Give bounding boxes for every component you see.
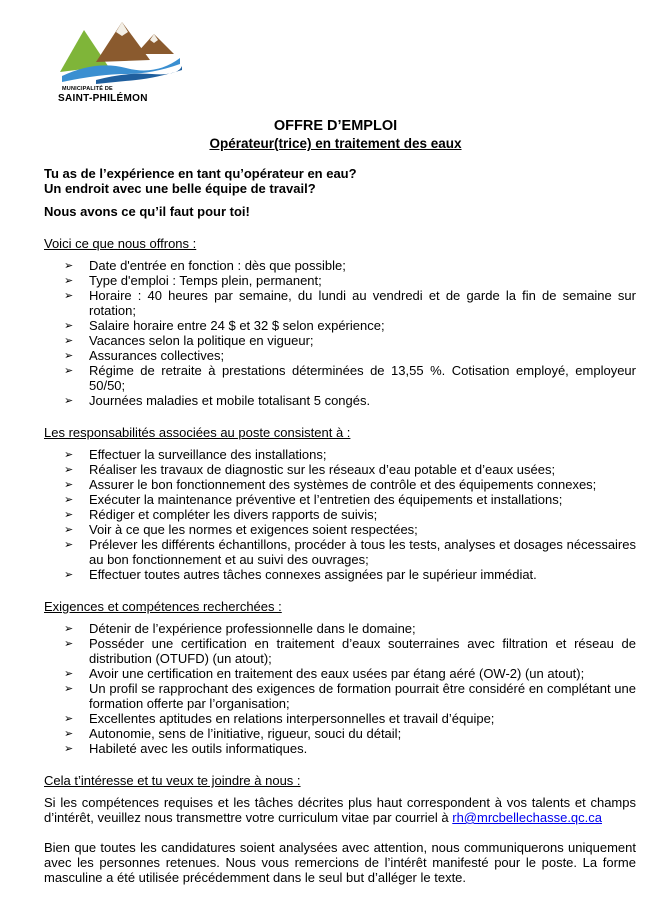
document-body xyxy=(44,166,636,885)
email-link[interactable]: rh@mrcbellechasse.qc.ca xyxy=(452,810,603,825)
list-item: ➢ Autonomie, sens de l’initiative, rigueur, souci du détail; xyxy=(44,726,636,741)
list-item: ➢ Posséder une certification en traitement d’eaux souterraines avec filtration et réseau de distribution (OTUFD) (un atout); xyxy=(44,636,636,666)
page-subtitle: Opérateur(trice) en traitement des eaux xyxy=(209,136,462,151)
list-item: ➢ Rédiger et compléter les divers rapports de suivis; xyxy=(44,507,636,522)
list-item: ➢ Journées maladies et mobile totalisant 5 congés. xyxy=(44,393,636,408)
list-item: ➢ Avoir une certification en traitement des eaux usées par étang aéré (OW-2) (un atout); xyxy=(44,666,636,681)
mountain-logo-icon xyxy=(56,20,184,86)
list-item: ➢ Date d'entrée en fonction : dès que possible; xyxy=(44,258,636,273)
list-item: ➢ Voir à ce que les normes et exigences soient respectées; xyxy=(44,522,636,537)
section-heading-responsibilities: Les responsabilités associées au poste consistent à : xyxy=(44,425,351,440)
list-item: ➢ Horaire : 40 heures par semaine, du lundi au vendredi et de garde la fin de semaine sur rotation; xyxy=(44,288,636,318)
responsibilities-list xyxy=(44,447,636,582)
section-heading-contact: Cela t’intéresse et tu veux te joindre à nous : xyxy=(44,773,301,788)
offer-list xyxy=(44,258,636,408)
list-item: ➢ Excellentes aptitudes en relations interpersonnelles et travail d’équipe; xyxy=(44,711,636,726)
list-item: ➢ Type d'emploi : Temps plein, permanent; xyxy=(44,273,636,288)
list-item: ➢ Habileté avec les outils informatiques. xyxy=(44,741,636,756)
contact-instructions: Si les compétences requises et les tâches décrites plus haut correspondent à vos talents et champs d’intérêt, veuillez nous transmettre votre curriculum vitae par courriel à xyxy=(44,795,636,825)
logo-line2: SAINT-PHILÉMON xyxy=(58,93,148,104)
list-item: ➢ Régime de retraite à prestations déterminées de 13,55 %. Cotisation employé, employeur 50/50; xyxy=(44,363,636,393)
section-heading-requirements: Exigences et compétences recherchées : xyxy=(44,599,282,614)
list-item: ➢ Prélever les différents échantillons, procéder à tous les tests, analyses et dosages nécessaires au bon fonctionnement et au suivi des ouvrages; xyxy=(44,537,636,567)
intro-line1: Tu as de l’expérience en tant qu’opérateur en eau? xyxy=(44,166,357,181)
section-heading-offer: Voici ce que nous offrons : xyxy=(44,236,197,251)
intro-line2: Un endroit avec une belle équipe de travail? xyxy=(44,181,316,196)
list-item: ➢ Réaliser les travaux de diagnostic sur les réseaux d’eau potable et d’eaux usées; xyxy=(44,462,636,477)
list-item: ➢ Effectuer la surveillance des installations; xyxy=(44,447,636,462)
requirements-list xyxy=(44,621,636,756)
list-item: ➢ Assurer le bon fonctionnement des systèmes de contrôle et des équipements connexes; xyxy=(44,477,636,492)
logo-line1: MUNICIPALITÉ DE xyxy=(62,86,113,92)
list-item: ➢ Un profil se rapprochant des exigences de formation pourrait être considéré en complétant une formation offerte par l’organisation; xyxy=(44,681,636,711)
list-item: ➢ Assurances collectives; xyxy=(44,348,636,363)
list-item: ➢ Vacances selon la politique en vigueur; xyxy=(44,333,636,348)
contact-text xyxy=(44,795,636,825)
list-item: ➢ Exécuter la maintenance préventive et l’entretien des équipements et installations; xyxy=(44,492,636,507)
closing-paragraph: Bien que toutes les candidatures soient analysées avec attention, nous communiquerons uniquement avec les personnes retenues. Nous vous remercions de l’intérêt manifesté pour le poste. La forme masculine a été utilisée précédemment dans le seul but d’alléger le texte. xyxy=(44,840,636,885)
intro-tagline: Nous avons ce qu’il faut pour toi! xyxy=(44,204,250,219)
municipality-logo xyxy=(56,20,184,104)
list-item: ➢ Effectuer toutes autres tâches connexes assignées par le supérieur immédiat. xyxy=(44,567,636,582)
list-item: ➢ Détenir de l’expérience professionnelle dans le domaine; xyxy=(44,621,636,636)
list-item: ➢ Salaire horaire entre 24 $ et 32 $ selon expérience; xyxy=(44,318,636,333)
page-title: OFFRE D’EMPLOI xyxy=(273,118,398,134)
